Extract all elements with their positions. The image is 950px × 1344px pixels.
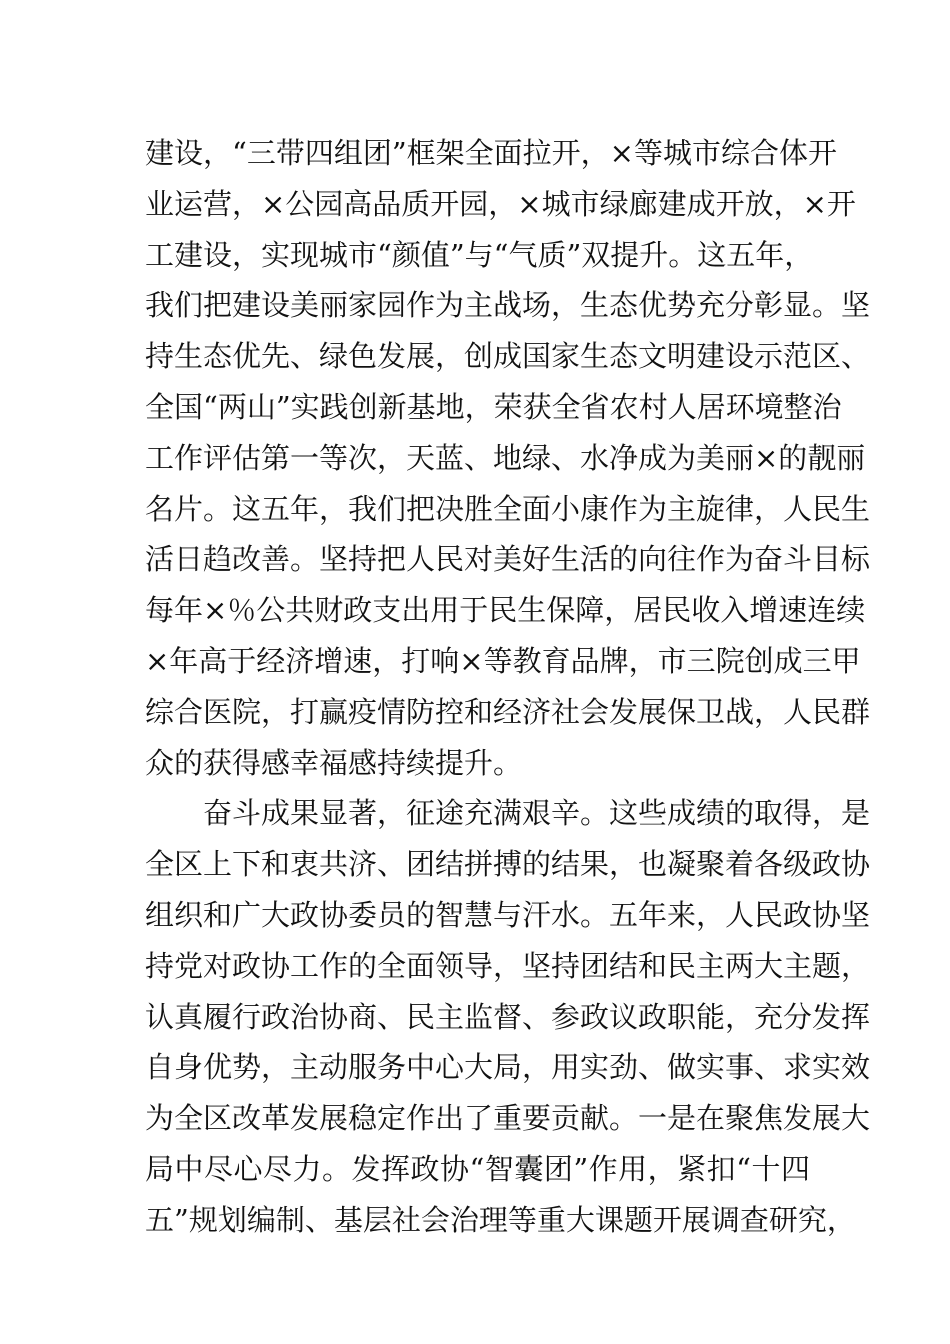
body-text [145, 128, 871, 1246]
text-line: 全国“两山”实践创新基地，荣获全省农村人居环境整治 [145, 389, 842, 424]
text-line: 自身优势，主动服务中心大局，用实劲、做实事、求实效 [145, 1050, 871, 1085]
text-line: 持党对政协工作的全面领导，坚持团结和民主两大主题， [145, 948, 871, 983]
text-line: 综合医院，打赢疫情防控和经济社会发展保卫战，人民群 [145, 694, 871, 729]
text-line: 认真履行政治协商、民主监督、参政议政职能，充分发挥 [145, 999, 871, 1034]
text-line: 持生态优先、绿色发展，创成国家生态文明建设示范区、 [145, 339, 871, 374]
text-line: 为全区改革发展稳定作出了重要贡献。一是在聚焦发展大 [145, 1101, 871, 1136]
text-line: 五”规划编制、基层社会治理等重大课题开展调查研究， [145, 1202, 856, 1237]
text-line: 名片。这五年，我们把决胜全面小康作为主旋律，人民生 [145, 491, 871, 526]
text-line: 建设，“三带四组团”框架全面拉开，×等城市综合体开 [145, 136, 837, 170]
text-line: 组织和广大政协委员的智慧与汗水。五年来，人民政协坚 [145, 897, 871, 932]
text-line: 工建设，实现城市“颜值”与“气质”双提升。这五年， [145, 237, 814, 272]
text-line: 我们把建设美丽家园作为主战场，生态优势充分彰显。坚 [145, 288, 871, 323]
text-line: 局中尽心尽力。发挥政协“智囊团”作用，紧扣“十四 [145, 1151, 810, 1186]
text-line: 众的获得感幸福感持续提升。 [145, 745, 523, 780]
text-line: 业运营，×公园高品质开园，×城市绿廊建成开放，×开 [145, 186, 856, 221]
text-line: 全区上下和衷共济、团结拼搏的结果，也凝聚着各级政协 [145, 847, 871, 882]
text-line: 活日趋改善。坚持把人民对美好生活的向往作为奋斗目标 [145, 542, 871, 577]
text-line: 工作评估第一等次，天蓝、地绿、水净成为美丽×的靓丽 [145, 440, 866, 475]
text-line: 每年×％公共财政支出用于民生保障，居民收入增速连续 [145, 593, 866, 628]
text-line: 奋斗成果显著，征途充满艰辛。这些成绩的取得，是 [203, 796, 871, 831]
text-line: ×年高于经济增速，打响×等教育品牌，市三院创成三甲 [145, 643, 861, 678]
